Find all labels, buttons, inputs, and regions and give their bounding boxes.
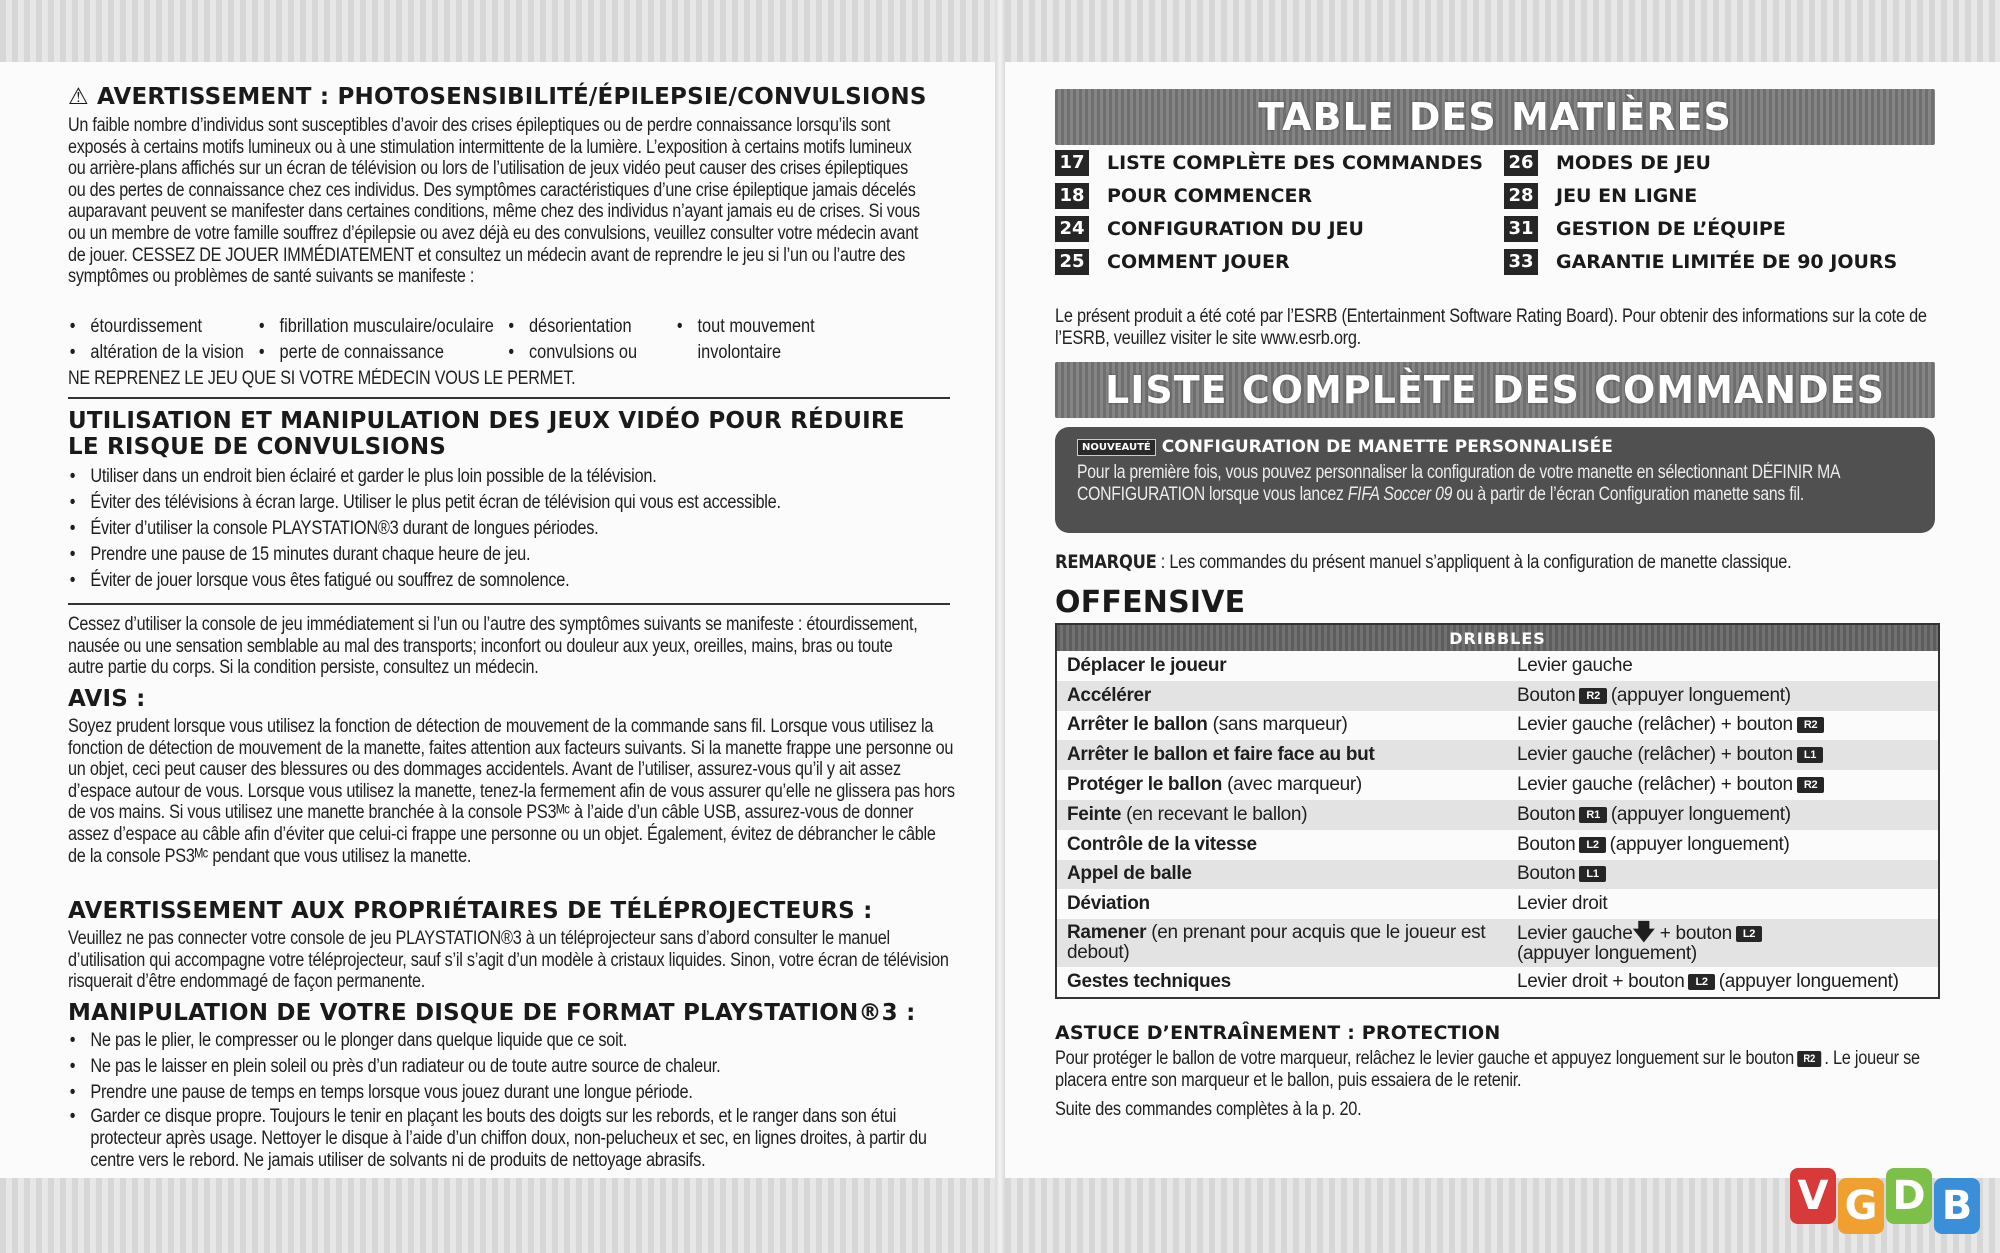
control-cell: Bouton R2 (appuyer longuement): [1507, 681, 1939, 711]
disc-item: • Garder ce disque propre. Toujours le tenir en plaçant les bouts des doigts sur les rebords, et le ranger dans son étui protecteur après usage. Nettoyer le disque à l’aide d’un chiffon doux, non-pelucheux et sec, en lignes droites, à partir du centre vers le rebord. Ne jamais utiliser de solvants ni de produits de nettoyage abrasifs.: [68, 1106, 950, 1172]
r1-button-icon: R1: [1579, 807, 1606, 823]
bottom-band: [0, 1178, 995, 1253]
action-cell: Déviation: [1067, 893, 1150, 915]
symptom-list: [68, 315, 954, 365]
toc-entry[interactable]: [1055, 216, 1364, 242]
toc-banner: TABLE DES MATIÈRES: [1055, 89, 1935, 145]
l2-button-icon: L2: [1579, 837, 1605, 853]
toc-entry[interactable]: [1504, 249, 1897, 275]
toc-page-number: 33: [1504, 249, 1538, 275]
projector-paragraph: Veuillez ne pas connecter votre console de jeu PLAYSTATION®3 à un téléprojecteur sans d’abord consulter le manuel d’utilisation qui accompagne votre téléprojecteur, sauf s’il s’agit d’un modèle à cristaux liquides. Sinon, votre écran de télévision risquerait d’être endommagé de façon permanente.: [68, 928, 949, 993]
remark-label: REMARQUE: [1055, 551, 1157, 573]
symptom-item: • convulsions ou: [507, 341, 676, 365]
remark: [1055, 552, 1941, 574]
symptom-item: • étourdissement: [68, 315, 257, 339]
toc-entry[interactable]: [1504, 216, 1786, 242]
projector-title: AVERTISSEMENT AUX PROPRIÉTAIRES DE TÉLÉPROJECTEURS :: [68, 898, 873, 924]
game-title: FIFA Soccer 09: [1347, 484, 1453, 505]
control-cell: Levier gauche (relâcher) + bouton L1: [1507, 740, 1939, 770]
symptom-item: • fibrillation musculaire/oculaire: [257, 315, 506, 339]
warning-triangle-icon: ⚠: [68, 84, 89, 110]
symptom-item: • altération de la vision: [68, 341, 257, 365]
callout-heading: [1077, 437, 1613, 457]
control-cell: Levier gauche (relâcher) + bouton R2: [1507, 770, 1939, 800]
offense-title: OFFENSIVE: [1055, 585, 1246, 620]
disc-list: [68, 1028, 950, 1172]
remark-text: : Les commandes du présent manuel s’appliquent à la configuration de manette classique.: [1156, 552, 1792, 573]
callout-title: CONFIGURATION DE MANETTE PERSONNALISÉE: [1161, 437, 1613, 457]
top-band: [1005, 0, 2000, 62]
control-cell: Levier droit + bouton L2 (appuyer longuement): [1517, 971, 1899, 993]
book-spine: [995, 0, 1005, 1253]
toc-label: GESTION DE L’ÉQUIPE: [1556, 218, 1786, 240]
toc-page-number: 24: [1055, 216, 1089, 242]
control-cell: Bouton R1 (appuyer longuement): [1507, 800, 1939, 830]
action-cell: Protéger le ballon (avec marqueur): [1067, 774, 1362, 796]
warning-closing: NE REPRENEZ LE JEU QUE SI VOTRE MÉDECIN VOUS LE PERMET.: [68, 368, 576, 389]
action-cell: Contrôle de la vitesse: [1067, 833, 1257, 855]
r2-button-icon: R2: [1797, 777, 1824, 793]
control-cell: Levier gauche🡇 + bouton L2 (appuyer longuement): [1507, 919, 1939, 967]
warning-heading: [68, 84, 927, 110]
usage-title-line1: UTILISATION ET MANIPULATION DES JEUX VIDÉO POUR RÉDUIRE: [68, 408, 905, 434]
stop-paragraph: Cessez d’utiliser la console de jeu immédiatement si l’un ou l’autre des symptômes suivants se manifeste : étourdissement, nausée ou une sensation semblable au mal des transports; inconfort ou douleur aux yeux, oreilles, mains, bras ou toute autre partie du corps. Si la condition persiste, consultez un médecin.: [68, 614, 918, 679]
commands-banner: LISTE COMPLÈTE DES COMMANDES: [1055, 362, 1935, 418]
avis-paragraph: Soyez prudent lorsque vous utilisez la fonction de détection de mouvement de la commande sans fil. Lorsque vous utilisez la fonction de détection de mouvement de la manette, faites attention aux facteurs suivants. Si la manette frappe une personne ou un objet, ceci peut causer des blessures ou des dommages accidentels. Avant de l’utiliser, assurez-vous qu’il y ait assez d’espace autour de vous. Lorsque vous utilisez la manette, tenez-la fermement afin de vous assurer qu’elle ne glissera pas hors de vos mains. Si vous utilisez une manette branchée à la console PS3ᴹᶜ à l’aide d’un câble USB, assurez-vous de donner assez d’espace au câble afin d’éviter que celui-ci frappe une personne ou un objet. Également, évitez de débrancher le câble de la console PS3ᴹᶜ pendant que vous utilisez la manette.: [68, 716, 955, 867]
divider: [68, 397, 950, 399]
toc-entry[interactable]: [1055, 183, 1312, 209]
usage-item: • Éviter d’utiliser la console PLAYSTATION®3 durant de longues périodes.: [68, 516, 945, 542]
symptom-item: • tout mouvement: [675, 315, 830, 339]
toc-label: MODES DE JEU: [1556, 152, 1711, 174]
toc-label: COMMENT JOUER: [1107, 251, 1290, 273]
avis-title: AVIS :: [68, 686, 146, 712]
action-cell: Déplacer le joueur: [1067, 654, 1227, 676]
control-cell: Bouton L1: [1507, 860, 1939, 890]
symptom-item: • désorientation: [507, 315, 676, 339]
action-cell: Gestes techniques: [1067, 971, 1231, 993]
right-page: [1005, 0, 2000, 1253]
arrow-down-icon: 🡇: [1632, 919, 1655, 945]
control-cell: Levier droit: [1517, 893, 1608, 915]
dribbles-table: [1055, 623, 1940, 999]
symptom-item-continued: involontaire: [697, 342, 782, 363]
custom-config-callout: [1055, 427, 1935, 533]
divider: [68, 603, 950, 605]
continued-note: Suite des commandes complètes à la p. 20.: [1055, 1099, 1362, 1120]
toc-page-number: 25: [1055, 249, 1089, 275]
action-cell: Arrêter le ballon et faire face au but: [1056, 740, 1507, 770]
toc-entry[interactable]: [1504, 150, 1711, 176]
tip-text: Pour protéger le ballon de votre marqueur, relâchez le levier gauche et appuyez longuement sur le bouton R2 . Le joueur se placera entre son marqueur et le ballon, puis essaiera de le retenir.: [1055, 1048, 1920, 1091]
l2-button-icon: L2: [1688, 974, 1714, 990]
usage-item: • Prendre une pause de 15 minutes durant chaque heure de jeu.: [68, 542, 945, 568]
new-badge: NOUVEAUTÉ: [1077, 439, 1156, 456]
action-cell: Feinte (en recevant le ballon): [1056, 800, 1507, 830]
disc-item: • Ne pas le plier, le compresser ou le plonger dans quelque liquide que ce soit.: [68, 1028, 950, 1054]
top-band: [0, 0, 995, 62]
action-cell: Appel de balle: [1056, 860, 1507, 890]
toc-entry[interactable]: [1055, 249, 1290, 275]
action-cell: Ramener (en prenant pour acquis que le joueur est debout): [1056, 919, 1507, 967]
toc-page-number: 28: [1504, 183, 1538, 209]
usage-list: [68, 464, 945, 594]
usage-title-line2: LE RISQUE DE CONVULSIONS: [68, 434, 447, 460]
control-cell: Levier gauche (relâcher) + bouton R2: [1507, 711, 1939, 741]
r2-button-icon: R2: [1579, 688, 1606, 704]
l1-button-icon: L1: [1797, 747, 1823, 763]
watermark-letter: G: [1838, 1178, 1884, 1234]
usage-item: • Éviter des télévisions à écran large. Utiliser le plus petit écran de télévision qui vous est accessible.: [68, 490, 945, 516]
toc-label: POUR COMMENCER: [1107, 185, 1313, 207]
toc-page-number: 17: [1055, 150, 1089, 176]
warning-title: AVERTISSEMENT : PHOTOSENSIBILITÉ/ÉPILEPSIE/CONVULSIONS: [97, 84, 927, 110]
esrb-text: Le présent produit a été coté par l’ESRB (Entertainment Software Rating Board). Pour obtenir des informations sur la cote de l’ESRB, veuillez visiter le site www.esrb.org.: [1055, 306, 1927, 349]
warning-paragraph: Un faible nombre d’individus sont susceptibles d’avoir des crises épileptiques ou de perdre connaissance lorsqu’ils sont exposés à certains motifs lumineux ou à une stimulation intermittente de la lumière. L’exposition à certains motifs lumineux ou arrière-plans affichés sur un écran de télévision ou lors de l’utilisation de jeux vidéo peut causer des crises épileptiques ou des pertes de connaissance chez ces individus. Des symptômes caractéristiques d’une crise épileptique jamais décelés auparavant peuvent se manifester dans certaines conditions, même chez des individus n’ayant jamais eu de crises. Si vous ou un membre de votre famille souffrez d’épilepsie ou avez déjà eu des convulsions, veuillez consulter votre médecin avant de jouer. CESSEZ DE JOUER IMMÉDIATEMENT et consultez un médecin avant de reprendre le jeu si l’un ou l’autre des symptômes ou problèmes de santé suivants se manifeste :: [68, 115, 920, 288]
left-page: [0, 0, 995, 1253]
toc-entry[interactable]: [1055, 150, 1483, 176]
r2-button-icon: R2: [1797, 717, 1824, 733]
watermark-letter: V: [1790, 1168, 1836, 1224]
toc-label: CONFIGURATION DU JEU: [1107, 218, 1364, 240]
watermark-letter: D: [1886, 1168, 1932, 1224]
toc-label: LISTE COMPLÈTE DES COMMANDES: [1107, 152, 1483, 174]
control-cell: Bouton L2 (appuyer longuement): [1517, 833, 1790, 855]
usage-item: • Utiliser dans un endroit bien éclairé et garder le plus loin possible de la télévision.: [68, 464, 945, 490]
watermark-letter: B: [1934, 1178, 1980, 1234]
toc-entry[interactable]: [1504, 183, 1697, 209]
callout-text: Pour la première fois, vous pouvez personnaliser la configuration de votre manette en sélectionnant DÉFINIR MA CONFIGURATION lorsque vous lancez FIFA Soccer 09 ou à partir de l’écran Configuration manette sans fil.: [1077, 462, 1840, 505]
toc-page-number: 31: [1504, 216, 1538, 242]
disc-item: • Ne pas le laisser en plein soleil ou près d’un radiateur ou de toute autre source de chaleur.: [68, 1054, 950, 1080]
action-cell: Accélérer: [1056, 681, 1507, 711]
action-cell: Arrêter le ballon (sans marqueur): [1067, 714, 1348, 736]
usage-heading: [68, 408, 905, 460]
toc-page-number: 18: [1055, 183, 1089, 209]
l1-button-icon: L1: [1579, 866, 1605, 882]
disc-item: • Prendre une pause de temps en temps lorsque vous jouez durant une longue période.: [68, 1080, 950, 1106]
toc-label: GARANTIE LIMITÉE DE 90 JOURS: [1556, 251, 1898, 273]
toc-page-number: 26: [1504, 150, 1538, 176]
usage-item: • Éviter de jouer lorsque vous êtes fatigué ou souffrez de somnolence.: [68, 568, 945, 594]
table-header: DRIBBLES: [1056, 624, 1939, 651]
symptom-item: • perte de connaissance: [257, 341, 506, 365]
control-cell: Levier gauche: [1517, 654, 1633, 676]
toc-label: JEU EN LIGNE: [1556, 185, 1698, 207]
disc-title: MANIPULATION DE VOTRE DISQUE DE FORMAT PLAYSTATION®3 :: [68, 1000, 916, 1026]
l2-button-icon: L2: [1736, 926, 1762, 942]
r2-button-icon: R2: [1797, 1051, 1821, 1067]
tip-title: ASTUCE D’ENTRAÎNEMENT : PROTECTION: [1055, 1022, 1501, 1044]
